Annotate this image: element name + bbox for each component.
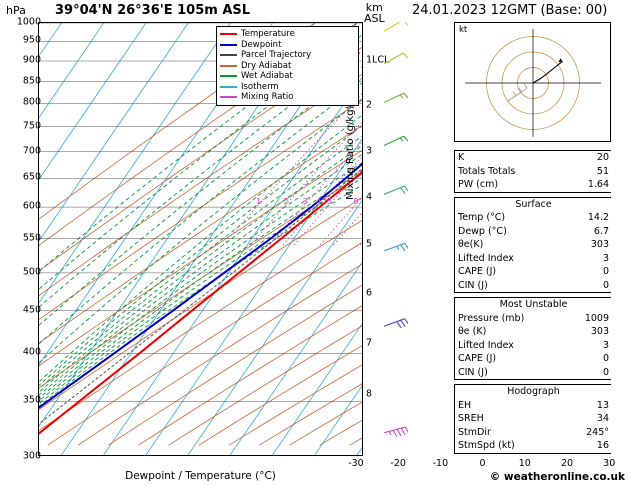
table-section-header: [455, 298, 612, 312]
legend-label: Dewpoint: [241, 39, 282, 50]
pressure-tick: 400: [22, 346, 41, 358]
row-value: 0: [602, 266, 609, 277]
temperature-tick: -20: [390, 458, 406, 469]
pressure-tick: 1000: [16, 16, 41, 28]
row-label: K: [458, 152, 465, 163]
pressure-tick: 300: [22, 450, 41, 462]
row-value: 34: [596, 413, 609, 424]
pressure-tick: 800: [22, 96, 41, 108]
pressure-tick: 750: [22, 120, 41, 132]
row-label: StmDir: [458, 426, 491, 438]
pressure-tick: 350: [22, 394, 41, 406]
row-value: 1.64: [587, 179, 609, 190]
row-value: 3: [602, 252, 609, 264]
pressure-tick: 850: [22, 75, 41, 87]
wind-barb: [384, 136, 408, 145]
row-value: 0: [602, 366, 609, 378]
station-title: 39°04'N 26°36'E 105m ASL: [55, 3, 251, 18]
wind-barb: [384, 93, 408, 102]
row-value: 303: [590, 326, 609, 337]
row-label: CAPE (J): [458, 266, 497, 277]
temperature-tick: -10: [432, 458, 449, 469]
row-label: θe(K): [458, 239, 484, 250]
row-value: 13: [596, 399, 609, 411]
legend-color-swatch: [220, 65, 237, 67]
x-axis-title: Dewpoint / Temperature (°C): [125, 470, 276, 482]
pressure-tick: 450: [22, 304, 41, 316]
table-row: [455, 399, 612, 413]
row-value: 3: [602, 339, 609, 351]
altitude-tick: 6: [366, 287, 373, 299]
altitude-tick: 1LCL: [366, 54, 390, 66]
table-row: [455, 238, 612, 252]
hodograph-unit-label: kt: [459, 25, 468, 35]
wind-barb: [384, 22, 408, 31]
legend-color-swatch: [220, 75, 237, 77]
table-row: [455, 178, 612, 192]
temperature-tick: 10: [518, 458, 531, 469]
row-value: 20: [596, 152, 609, 163]
row-value: 1009: [584, 312, 609, 324]
row-label: CIN (J): [458, 366, 488, 378]
row-value: 0: [602, 279, 609, 291]
row-label: StmSpd (kt): [458, 440, 515, 451]
altitude-tick: 4: [366, 191, 373, 203]
pressure-axis-label: hPa: [6, 4, 26, 17]
row-label: CIN (J): [458, 279, 488, 291]
table-row: [455, 279, 612, 293]
pressure-tick: 600: [22, 200, 41, 212]
wind-barb-column: [370, 22, 408, 462]
info-panel: [410, 0, 629, 486]
legend-item: [220, 29, 355, 40]
hodograph-diagram: [455, 23, 610, 141]
row-label: Temp (°C): [458, 212, 506, 223]
most-unstable-table: [454, 297, 611, 380]
table-row: [455, 439, 612, 453]
table-row: [455, 211, 612, 225]
wind-barb: [384, 427, 408, 437]
row-label: EH: [458, 399, 472, 411]
legend-label: Temperature: [241, 29, 295, 39]
temperature-tick: 20: [560, 458, 574, 469]
altitude-tick: 8: [366, 388, 373, 400]
legend-label: Wet Adiabat: [241, 71, 293, 81]
chart-legend: [216, 26, 359, 106]
row-label: CAPE (J): [458, 353, 497, 364]
row-label: Dewp (°C): [458, 225, 507, 237]
legend-label: Parcel Trajectory: [241, 50, 312, 60]
table-row: [455, 412, 612, 426]
date-title: 24.01.2023 12GMT (Base: 00): [412, 3, 608, 18]
pressure-tick: 550: [22, 232, 41, 243]
surface-table: [454, 197, 611, 294]
pressure-tick: 650: [22, 171, 41, 183]
row-value: 16: [596, 440, 609, 451]
row-label: θe (K): [458, 326, 487, 337]
legend-item: [220, 82, 355, 93]
pressure-tick: 900: [22, 54, 41, 66]
main-indices-table: [454, 150, 611, 193]
table-row: [455, 426, 612, 440]
svg-text:5: 5: [326, 197, 333, 207]
row-label: Pressure (mb): [458, 312, 525, 324]
altitude-tick: 2: [366, 99, 373, 111]
section-title: Surface: [515, 198, 552, 210]
table-section-header: [455, 385, 612, 399]
indices-tables: [454, 150, 611, 458]
table-row: [455, 325, 612, 339]
row-label: Lifted Index: [458, 252, 514, 264]
wind-barb: [384, 319, 408, 328]
wind-barb: [384, 243, 408, 251]
legend-item: [220, 61, 355, 72]
legend-color-swatch: [220, 33, 237, 35]
temperature-tick: 0: [479, 458, 486, 469]
temperature-tick: -30: [348, 458, 364, 469]
legend-label: Mixing Ratio: [241, 92, 294, 102]
svg-text:2: 2: [283, 197, 289, 207]
row-label: PW (cm): [458, 179, 499, 190]
table-row: [455, 352, 612, 366]
pressure-tick: 500: [22, 266, 41, 278]
row-value: 14.2: [587, 212, 609, 223]
legend-item: [220, 92, 355, 103]
row-label: Lifted Index: [458, 339, 514, 351]
legend-label: Dry Adiabat: [241, 60, 292, 71]
svg-text:8: 8: [353, 197, 359, 207]
altitude-tick: 7: [366, 337, 373, 349]
legend-item: [220, 50, 355, 61]
legend-item: [220, 71, 355, 82]
table-row: [455, 165, 612, 179]
svg-text:4: 4: [315, 197, 322, 207]
copyright-notice: © weatheronline.co.uk: [489, 471, 625, 483]
legend-item: [220, 40, 355, 51]
row-value: 0: [602, 353, 609, 364]
table-row: [455, 366, 612, 380]
legend-color-swatch: [220, 44, 237, 46]
wind-barb: [384, 53, 408, 64]
hodograph-plot: [454, 22, 611, 142]
legend-color-swatch: [220, 86, 237, 88]
hodograph-table: [454, 384, 611, 454]
row-value: 245°: [586, 426, 609, 438]
altitude-axis-label: km ASL: [364, 1, 385, 25]
pressure-tick: 700: [22, 145, 41, 157]
row-value: 303: [590, 239, 609, 250]
row-value: 6.7: [593, 225, 609, 237]
svg-text:1: 1: [256, 197, 262, 207]
altitude-tick: 3: [366, 145, 373, 157]
table-row: [455, 312, 612, 326]
table-section-header: [455, 198, 612, 212]
temperature-tick: 30: [603, 458, 616, 469]
legend-color-swatch: [220, 54, 237, 56]
pressure-tick: 950: [22, 34, 41, 46]
table-row: [455, 225, 612, 239]
svg-text:3: 3: [302, 197, 308, 207]
section-title: Hodograph: [507, 386, 560, 397]
section-title: Most Unstable: [499, 299, 568, 310]
table-row: [455, 151, 612, 165]
table-row: [455, 265, 612, 279]
table-row: [455, 252, 612, 266]
row-value: 51: [596, 165, 609, 177]
legend-color-swatch: [220, 96, 237, 98]
legend-label: Isotherm: [241, 81, 279, 92]
table-row: [455, 339, 612, 353]
mixing-ratio-axis-title: Mixing Ratio (g/kg): [345, 105, 356, 200]
wind-barb: [384, 186, 408, 194]
altitude-tick: 5: [366, 238, 373, 250]
row-label: Totals Totals: [458, 165, 516, 177]
row-label: SREH: [458, 413, 484, 424]
